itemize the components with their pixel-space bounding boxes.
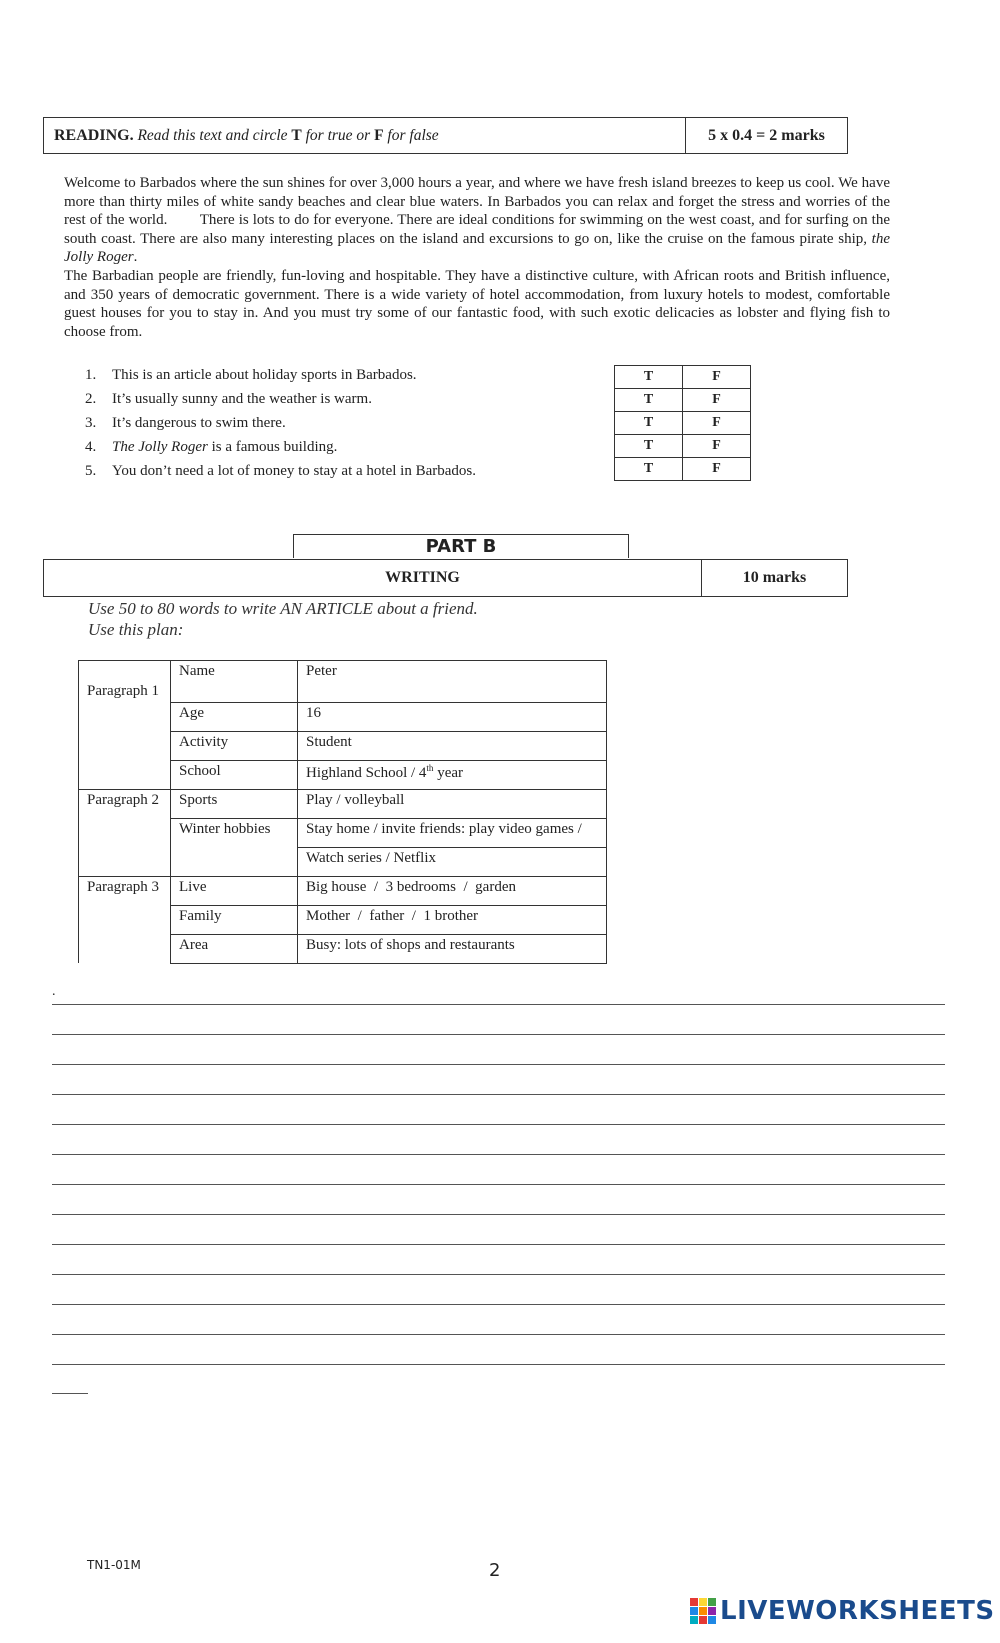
false-option[interactable]: F (683, 435, 751, 458)
plan-field: Family (171, 905, 298, 934)
plan-value: Stay home / invite friends: play video games / (298, 818, 607, 847)
paragraph-3-label: Paragraph 3 (79, 876, 171, 905)
plan-row (79, 661, 607, 703)
plan-field: Activity (171, 731, 298, 760)
logo-grid-icon (690, 1598, 716, 1624)
question-3 (85, 413, 605, 437)
plan-value: 16 (298, 702, 607, 731)
plan-value: Mother / father / 1 brother (298, 905, 607, 934)
plan-value: Peter (298, 661, 607, 703)
writing-line[interactable] (52, 1335, 945, 1365)
writing-line[interactable] (52, 1005, 945, 1035)
paragraph-2-label: Paragraph 2 (79, 789, 171, 818)
question-text: It’s dangerous to swim there. (112, 415, 286, 431)
question-text: This is an article about holiday sports in Barbados. (112, 367, 417, 383)
reading-f: F (374, 127, 384, 144)
tf-row-2 (615, 389, 751, 412)
writing-line-end (52, 1383, 88, 1394)
reading-instr-c: for false (383, 127, 439, 144)
plan-field: Area (171, 934, 298, 963)
writing-line[interactable] (52, 1305, 945, 1335)
tf-row-3 (615, 412, 751, 435)
plan-row (79, 847, 607, 876)
tf-row-5 (615, 458, 751, 481)
writing-title: WRITING (44, 560, 702, 596)
question-5 (85, 461, 605, 485)
paragraph-1-cont (79, 731, 171, 760)
paragraph-2-cont (79, 847, 171, 876)
writing-line[interactable] (52, 1155, 945, 1185)
reading-header (43, 117, 848, 154)
writing-lines[interactable] (52, 975, 945, 1365)
plan-field: Sports (171, 789, 298, 818)
paragraph-3-cont (79, 934, 171, 963)
false-option[interactable]: F (683, 366, 751, 389)
reading-passage (64, 174, 890, 341)
writing-header (43, 559, 848, 597)
true-option[interactable]: T (615, 435, 683, 458)
question-text: You don’t need a lot of money to stay at a hotel in Barbados. (112, 463, 476, 479)
plan-row (79, 760, 607, 789)
true-false-grid (614, 365, 751, 481)
plan-field: Winter hobbies (171, 818, 298, 876)
reading-t: T (291, 127, 302, 144)
instruction-line-1: Use 50 to 80 words to write AN ARTICLE about a friend. (88, 599, 478, 618)
plan-row (79, 818, 607, 847)
plan-field: Name (171, 661, 298, 703)
reading-instr-b: for true or (301, 127, 375, 144)
paragraph-1-cont (79, 702, 171, 731)
writing-line[interactable] (52, 1065, 945, 1095)
tf-row-4 (615, 435, 751, 458)
plan-field: School (171, 760, 298, 789)
part-b-title: PART B (293, 534, 629, 558)
question-4 (85, 437, 605, 461)
plan-field: Age (171, 702, 298, 731)
true-option[interactable]: T (615, 412, 683, 435)
plan-row (79, 934, 607, 963)
passage-ship-name: the Jolly Roger (64, 230, 890, 266)
page-number: 2 (489, 1560, 501, 1581)
plan-row (79, 876, 607, 905)
plan-row (79, 905, 607, 934)
plan-value: Big house / 3 bedrooms / garden (298, 876, 607, 905)
plan-value: Student (298, 731, 607, 760)
true-option[interactable]: T (615, 458, 683, 481)
writing-plan-table (78, 660, 607, 964)
true-option[interactable]: T (615, 389, 683, 412)
question-text: It’s usually sunny and the weather is warm. (112, 391, 372, 407)
passage-paragraph-2: The Barbadian people are friendly, fun-loving and hospitable. They have a distinctive culture, with African roots and British influence, and 350 years of democratic government. There is a wide variety of hotel accommodation, from luxury hotels to modest, comfortable guest houses for you to stay in. And you must try some of our fantastic food, with such exotic delicacies as lobster and flying fish to choose from. (64, 267, 890, 340)
question-number: 2. (85, 391, 97, 407)
plan-value: Watch series / Netflix (298, 847, 607, 876)
plan-value: Busy: lots of shops and restaurants (298, 934, 607, 963)
plan-value: Play / volleyball (298, 789, 607, 818)
false-option[interactable]: F (683, 389, 751, 412)
question-number: 4. (85, 439, 97, 455)
plan-row (79, 789, 607, 818)
paragraph-2-cont (79, 818, 171, 847)
tf-row-1 (615, 366, 751, 389)
writing-line[interactable] (52, 1095, 945, 1125)
reading-title: READING. (54, 127, 134, 144)
reading-instructions (44, 118, 686, 153)
instruction-line-2: Use this plan: (88, 620, 184, 639)
writing-instructions (88, 598, 478, 640)
question-2 (85, 389, 605, 413)
passage-p1-end: . (133, 249, 138, 266)
passage-p1-text: Welcome to Barbados where the sun shines for over 3,000 hours a year, and where we have fresh island breezes to keep us cool. We have more than thirty miles of white sandy beaches and clear blue waters. In Barbados you can relax and forget the stress and worries of the rest of the world. There is lots to do for everyone. There are ideal conditions for swimming on the west coast, and for surfing on the south coast. There are also many interesting places on the island and excursions to go on, like the cruise on the famous pirate ship, (64, 175, 890, 247)
plan-field: Live (171, 876, 298, 905)
document-code: TN1-01M (87, 1558, 141, 1572)
paragraph-3-cont (79, 905, 171, 934)
question-italic-text: The Jolly Roger (112, 439, 208, 455)
writing-marks: 10 marks (742, 569, 807, 586)
reading-instr-a: Read this text and circle (137, 127, 292, 144)
reading-marks: 5 x 0.4 = 2 marks (708, 127, 825, 144)
question-1 (85, 365, 605, 389)
writing-line[interactable] (52, 1035, 945, 1065)
true-option[interactable]: T (615, 366, 683, 389)
logo-text: LIVEWORKSHEETS (720, 1596, 995, 1626)
question-number: 5. (85, 463, 97, 479)
question-list (85, 365, 605, 485)
plan-row (79, 702, 607, 731)
question-text: is a famous building. (207, 439, 338, 455)
passage-paragraph-1 (64, 174, 890, 267)
writing-start-mark: . (52, 984, 56, 999)
question-number: 3. (85, 415, 97, 431)
writing-line[interactable] (52, 1125, 945, 1155)
liveworksheets-logo (690, 1596, 995, 1626)
plan-value: Highland School / 4th year (298, 760, 607, 789)
paragraph-1-cont (79, 760, 171, 789)
false-option[interactable]: F (683, 458, 751, 481)
question-number: 1. (85, 367, 97, 383)
writing-line[interactable] (52, 1215, 945, 1245)
paragraph-1-label: Paragraph 1 (79, 661, 171, 703)
writing-line[interactable] (52, 1185, 945, 1215)
writing-line[interactable] (52, 1245, 945, 1275)
plan-row (79, 731, 607, 760)
writing-line[interactable] (52, 1275, 945, 1305)
writing-line[interactable] (52, 975, 945, 1005)
false-option[interactable]: F (683, 412, 751, 435)
